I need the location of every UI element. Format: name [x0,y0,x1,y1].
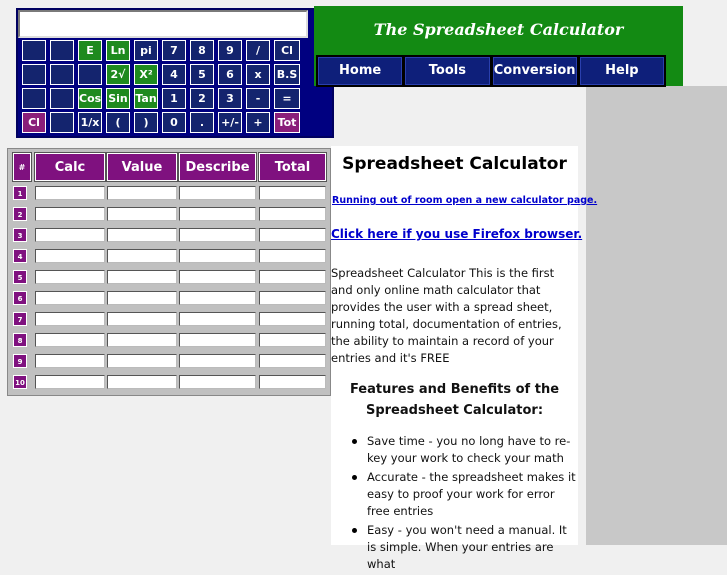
calc-cell[interactable] [35,333,105,347]
calc-key-blank[interactable] [78,64,102,85]
column-header-value: Value [107,153,177,181]
total-cell[interactable] [259,375,326,389]
benefits-list [331,433,578,575]
calc-key[interactable]: Tot [274,112,300,133]
calc-key[interactable]: - [246,88,270,109]
calculator-display[interactable] [18,10,308,38]
firefox-link[interactable]: Click here if you use Firefox browser. [331,227,583,241]
row-number: 1 [13,186,27,200]
calc-key[interactable]: Cl [22,112,46,133]
calc-cell[interactable] [35,249,105,263]
total-cell[interactable] [259,270,326,284]
nav-home-button[interactable]: Home [318,57,402,85]
calc-key-blank[interactable] [22,88,46,109]
list-item [331,433,578,467]
spreadsheet [7,148,331,396]
value-cell[interactable] [107,291,177,305]
calc-cell[interactable] [35,270,105,284]
total-cell[interactable] [259,354,326,368]
calc-key[interactable]: x [246,64,270,85]
calc-key[interactable]: Sin [106,88,130,109]
site-title: The Spreadsheet Calculator [373,20,624,39]
list-item [331,522,578,573]
nav-tools-button[interactable]: Tools [405,57,489,85]
calc-key[interactable]: +/- [218,112,242,133]
list-item-text: Accurate - the spreadsheet makes it easy to proof your work for error free entries [367,470,576,518]
describe-cell[interactable] [179,333,256,347]
value-cell[interactable] [107,249,177,263]
calc-key-blank[interactable] [50,112,74,133]
row-number: 8 [13,333,27,347]
content-panel [331,146,598,571]
right-gray-band [586,86,727,545]
value-cell[interactable] [107,354,177,368]
value-cell[interactable] [107,270,177,284]
describe-cell[interactable] [179,291,256,305]
value-cell[interactable] [107,186,177,200]
calc-key-blank[interactable] [50,40,74,61]
row-number: 6 [13,291,27,305]
row-number: 7 [13,312,27,326]
calc-cell[interactable] [35,207,105,221]
value-cell[interactable] [107,207,177,221]
calc-key[interactable]: 7 [162,40,186,61]
describe-cell[interactable] [179,186,256,200]
features-heading: Features and Benefits of the Spreadsheet Calculator: [349,382,560,418]
row-header: # [13,153,31,181]
calc-key[interactable]: Ln [106,40,130,61]
describe-cell[interactable] [179,312,256,326]
value-cell[interactable] [107,228,177,242]
calc-cell[interactable] [35,375,105,389]
total-cell[interactable] [259,228,326,242]
calc-key[interactable]: pi [134,40,158,61]
calc-key[interactable]: Cl [274,40,300,61]
calc-key[interactable]: 2√ [106,64,130,85]
calc-key[interactable]: ) [134,112,158,133]
row-number: 4 [13,249,27,263]
page-title: Spreadsheet Calculator [342,154,567,174]
calc-key[interactable]: 2 [190,88,214,109]
row-number: 10 [13,375,27,389]
calc-key[interactable]: + [246,112,270,133]
new-calculator-page-link[interactable]: Running out of room open a new calculator page. [332,195,598,206]
calc-key[interactable]: Cos [78,88,102,109]
calc-cell[interactable] [35,186,105,200]
calc-key-blank[interactable] [50,88,74,109]
calc-cell[interactable] [35,228,105,242]
calc-key[interactable]: / [246,40,270,61]
nav-conversion-button[interactable]: Conversion [493,57,577,85]
total-cell[interactable] [259,249,326,263]
calc-key[interactable]: 5 [190,64,214,85]
bullet-icon [352,475,357,480]
value-cell[interactable] [107,333,177,347]
calc-cell[interactable] [35,354,105,368]
calc-cell[interactable] [35,312,105,326]
describe-cell[interactable] [179,228,256,242]
calc-key-blank[interactable] [22,64,46,85]
value-cell[interactable] [107,375,177,389]
list-item [331,469,578,520]
column-header-calc: Calc [35,153,105,181]
calc-key[interactable]: ( [106,112,130,133]
calc-key[interactable]: = [274,88,300,109]
row-number: 9 [13,354,27,368]
calc-key[interactable]: 6 [218,64,242,85]
calc-key[interactable]: E [78,40,102,61]
calc-key-blank[interactable] [50,64,74,85]
column-header-describe: Describe [179,153,256,181]
row-number: 3 [13,228,27,242]
calc-key[interactable]: 4 [162,64,186,85]
total-cell[interactable] [259,333,326,347]
list-item-text: Save time - you no long have to re-key your work to check your math [367,434,571,465]
calc-key[interactable]: B.S [274,64,300,85]
row-number: 5 [13,270,27,284]
calc-key[interactable]: 8 [190,40,214,61]
calc-key[interactable]: . [190,112,214,133]
calc-key[interactable]: 1/x [78,112,102,133]
main-nav [316,55,666,87]
calc-key[interactable]: Tan [134,88,158,109]
calc-key[interactable]: 0 [162,112,186,133]
calc-key[interactable]: 9 [218,40,242,61]
calc-key[interactable]: 3 [218,88,242,109]
calc-key-blank[interactable] [22,40,46,61]
total-cell[interactable] [259,312,326,326]
describe-cell[interactable] [179,354,256,368]
describe-cell[interactable] [179,375,256,389]
describe-cell[interactable] [179,270,256,284]
description: Spreadsheet Calculator This is the first and only online math calculator that provides the user with a spread sheet, running total, documentation of entries, the ability to maintain a record of your entries and it's FREE [331,266,562,365]
list-item-text: Easy - you won't need a manual. It is simple. When your entries are what [367,523,567,571]
calc-cell[interactable] [35,291,105,305]
column-header-total: Total [259,153,326,181]
describe-cell[interactable] [179,249,256,263]
describe-cell[interactable] [179,207,256,221]
calc-key[interactable]: 1 [162,88,186,109]
value-cell[interactable] [107,312,177,326]
total-cell[interactable] [259,207,326,221]
total-cell[interactable] [259,291,326,305]
row-number: 2 [13,207,27,221]
bullet-icon [352,528,357,533]
nav-help-button[interactable]: Help [580,57,664,85]
total-cell[interactable] [259,186,326,200]
bullet-icon [352,439,357,444]
calc-key[interactable]: X² [134,64,158,85]
